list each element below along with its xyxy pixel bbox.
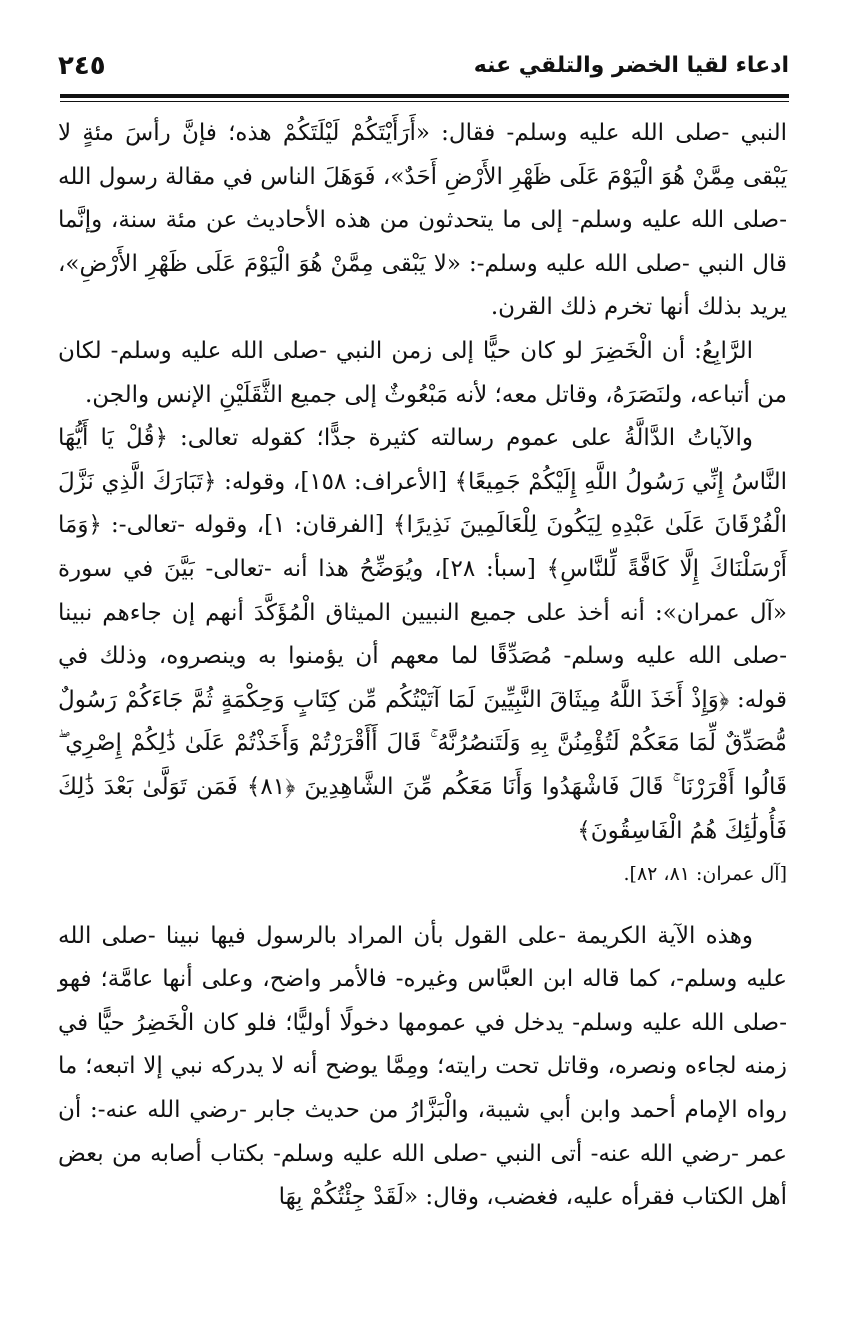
verse-citation: [آل عمران: ٨١، ٨٢]. (623, 863, 787, 886)
paragraph-gap (58, 897, 787, 915)
paragraph-4: وهذه الآية الكريمة -على القول بأن المراد بالرسول فيها نبينا -صلى الله عليه وسلم-، كما قاله ابن العبَّاس وغيره- فالأمر واضح، وعلى أنها عامَّة؛ فهو -صلى الله عليه وسلم- يدخل في عمومها دخولًا أوليًّا؛ فلو كان الْخَضِرُ حيًّا في زمنه لجاءه ونصره، وقاتل تحت رايته؛ ومِمَّا يوضح أنه لا يدركه نبي إلا اتبعه؛ ما رواه الإمام أحمد وابن أبي شيبة، والْبَزَّارُ من حديث جابر -رضي الله عنه-: أن عمر -رضي الله عنه- أتى النبي -صلى الله عليه وسلم- بكتاب أصابه من بعض أهل الكتاب فقرأه عليه، فغضب، وقال: «لَقَدْ جِئْتُكُمْ بِهَا (58, 922, 787, 1211)
page-number: ٢٤٥ (58, 51, 106, 81)
paragraph-1: النبي -صلى الله عليه وسلم- فقال: «أَرَأَيْتَكُمْ لَيْلَتَكُمْ هذه؛ فإنَّ رأسَ مئةٍ لا يَبْقى مِمَّنْ هُوَ الْيَوْمَ عَلَى ظَهْرِ الأَرْضِ أَحَدٌ»، فَوَهَلَ الناس في مقالة رسول الله -صلى الله عليه وسلم- إلى ما يتحدثون من هذه الأحاديث عن مئة سنة، وإنَّما قال النبي -صلى الله عليه وسلم-: «لا يَبْقى مِمَّنْ هُوَ الْيَوْمَ عَلَى ظَهْرِ الأَرْضِ»، يريد بذلك أنها تخرم ذلك القرن. (58, 120, 787, 321)
header-rule-thin (60, 101, 789, 102)
page-header (58, 46, 789, 86)
body-text (58, 112, 787, 1220)
paragraph-3: والآياتُ الدَّالَّةُ على عموم رسالته كثيرة جدًّا؛ كقوله تعالى: ﴿قُلْ يَا أَيُّهَا النَّاسُ إِنِّي رَسُولُ اللَّهِ إِلَيْكُمْ جَمِيعًا﴾ [الأعراف: ١٥٨]، وقوله: ﴿تَبَارَكَ الَّذِي نَزَّلَ الْفُرْقَانَ عَلَىٰ عَبْدِهِ لِيَكُونَ لِلْعَالَمِينَ نَذِيرًا﴾ [الفرقان: ١]، وقوله -تعالى-: ﴿وَمَا أَرْسَلْنَاكَ إِلَّا كَافَّةً لِّلنَّاسِ﴾ [سبأ: ٢٨]، ويُوَضِّحُ هذا أنه -تعالى- بَيَّنَ في سورة «آل عمران»: أنه أخذ على جميع النبيين الميثاق الْمُؤَكَّدَ أنهم إن جاءهم نبينا -صلى الله عليه وسلم- مُصَدِّقًا لما معهم أن يؤمنوا به وينصروه، وذلك في قوله: ﴿وَإِذْ أَخَذَ اللَّهُ مِيثَاقَ النَّبِيِّينَ لَمَا آتَيْتُكُم مِّن كِتَابٍ وَحِكْمَةٍ ثُمَّ جَاءَكُمْ رَسُولٌ مُّصَدِّقٌ لِّمَا مَعَكُمْ لَتُؤْمِنُنَّ بِهِ وَلَتَنصُرُنَّهُ ۚ قَالَ أَأَقْرَرْتُمْ وَأَخَذْتُمْ عَلَىٰ ذَٰلِكُمْ إِصْرِي ۖ قَالُوا أَقْرَرْنَا ۚ قَالَ فَاشْهَدُوا وَأَنَا مَعَكُم مِّنَ الشَّاهِدِينَ ﴿٨١﴾ فَمَن تَوَلَّىٰ بَعْدَ ذَٰلِكَ فَأُولَٰئِكَ هُمُ الْفَاسِقُونَ﴾ (58, 425, 788, 844)
paragraph-2: الرَّابِعُ: أن الْخَضِرَ لو كان حيًّا إلى زمن النبي -صلى الله عليه وسلم- لكان من أتباعه، ولنَصَرَهُ، وقاتل معه؛ لأنه مَبْعُوثٌ إلى جميع الثَّقَلَيْنِ الإنس والجن. (58, 337, 787, 408)
header-rule-thick (60, 94, 789, 98)
running-title: ادعاء لقيا الخضر والتلقي عنه (473, 53, 789, 78)
